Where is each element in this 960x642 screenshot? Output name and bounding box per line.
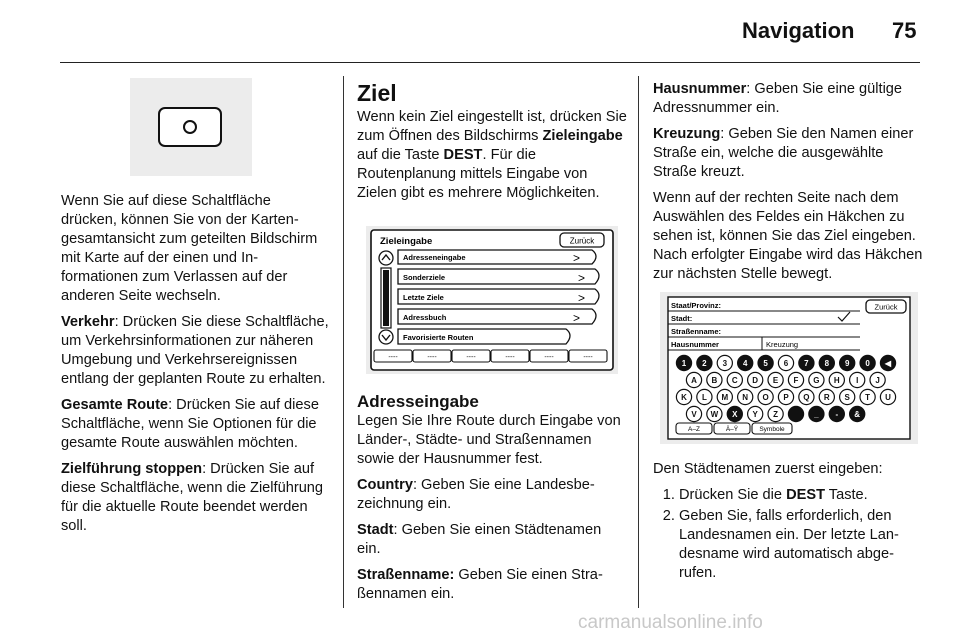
keyboard-key-label: 2 bbox=[702, 359, 707, 368]
keyboard-key-label: L bbox=[701, 393, 707, 402]
verkehr-text: : Drücken Sie diese Schaltfläche, um Verkehrsinformationen zur näheren Umgebung und Verkehrsereignissen entlang der geplanten Route zu erhalten. bbox=[61, 314, 329, 387]
keyboard-key-label: R bbox=[823, 393, 830, 402]
keyboard-key-label: - bbox=[835, 410, 839, 419]
keyboard-key-label: P bbox=[783, 393, 789, 402]
keyboard-key-label: U bbox=[885, 393, 891, 402]
keyboard-key-label: Z bbox=[773, 410, 779, 419]
keyboard-key-label: 6 bbox=[783, 359, 789, 368]
screen1-item-1: Adresseneingabe bbox=[403, 253, 466, 262]
step-2: 2. Geben Sie, falls erforderlich, den Landesnamen ein. Der letzte Landesname wird automatisch abgerufen. bbox=[679, 507, 923, 583]
field-kreuzung: Kreuzung bbox=[766, 340, 799, 349]
keyboard-key-label: & bbox=[854, 410, 861, 419]
column-divider-left bbox=[343, 76, 344, 608]
step-1 bbox=[679, 486, 923, 505]
steps-list bbox=[653, 486, 923, 583]
field-stadt: Stadt: bbox=[671, 314, 693, 323]
keyboard-key-label: H bbox=[833, 376, 840, 385]
keyboard-key-label: 9 bbox=[844, 359, 850, 368]
keyboard-key-label: O bbox=[762, 393, 769, 402]
split-screen-button-icon bbox=[158, 107, 222, 147]
subheading-adresseingabe: Adresseingabe bbox=[357, 392, 479, 411]
text-run: . Für die Routenplanung mittels Eingabe von Zielen gibt es mehrere Möglichkeiten. bbox=[357, 147, 600, 201]
stadt-paragraph bbox=[357, 521, 627, 559]
screen1-bottom-button: ---- bbox=[505, 354, 515, 361]
kreuzung-text: : Geben Sie den Namen einer Straße ein, welche die ausgewählte Straße kreuzt. bbox=[653, 126, 914, 180]
svg-text:>: > bbox=[573, 251, 581, 265]
section-heading-ziel: Ziel bbox=[357, 80, 397, 106]
dest-key-term: DEST bbox=[443, 147, 483, 163]
column-divider-right bbox=[638, 76, 639, 608]
screen1-bottom-button: ---- bbox=[466, 354, 476, 361]
country-text: : Geben Sie eine Landesbezeichnung ein. bbox=[357, 477, 595, 512]
column-1 bbox=[61, 192, 329, 543]
field-staat: Staat/Provinz: bbox=[671, 301, 722, 310]
keyboard-key-label: G bbox=[813, 376, 820, 385]
stadt-term: Stadt bbox=[357, 522, 394, 538]
column-3-lower bbox=[653, 460, 923, 585]
screen1-item-5: Favorisierte Routen bbox=[403, 333, 474, 342]
zielfuehrung-stoppen-paragraph bbox=[61, 460, 329, 536]
strassenname-text: Geben Sie einen Straßennamen ein. bbox=[357, 567, 603, 602]
keyboard-key-label: E bbox=[772, 376, 779, 385]
text-run: Drücken Sie die bbox=[679, 487, 787, 503]
screen1-bottom-button: ---- bbox=[583, 354, 593, 361]
keyboard-key-label: 7 bbox=[804, 359, 809, 368]
keyboard-key-label: Q bbox=[803, 393, 810, 402]
keyboard-key-label: T bbox=[865, 393, 871, 402]
keyboard-key-label: 3 bbox=[722, 359, 728, 368]
text-run: Taste. bbox=[825, 487, 868, 503]
gesamte-route-paragraph bbox=[61, 396, 329, 453]
strassenname-paragraph bbox=[357, 566, 627, 604]
keyboard-key-label: ◀ bbox=[884, 359, 892, 368]
hausnummer-text: : Geben Sie eine gültige Adressnummer ein. bbox=[653, 81, 903, 116]
keyboard-key-label: 8 bbox=[824, 359, 830, 368]
kreuzung-term: Kreuzung bbox=[653, 126, 721, 142]
zielfuehrung-stoppen-text: : Drücken Sie auf diese Schaltfläche, wenn die Zielführung für die aktuelle Route beendet werden soll. bbox=[61, 461, 324, 534]
steps-intro: Den Städtenamen zuerst eingeben: bbox=[653, 461, 883, 477]
gesamte-route-term: Gesamte Route bbox=[61, 397, 169, 413]
keyboard-key-label: 0 bbox=[865, 359, 870, 368]
country-term: Country bbox=[357, 477, 413, 493]
screen1-item-2: Sonderziele bbox=[403, 273, 446, 282]
page-header-title: Navigation bbox=[742, 18, 855, 43]
verkehr-term: Verkehr bbox=[61, 314, 115, 330]
svg-text:>: > bbox=[578, 271, 586, 285]
keyboard-key-label: S bbox=[844, 393, 850, 402]
stadt-text: : Geben Sie einen Städtenamen ein. bbox=[357, 522, 602, 557]
keyboard-key-label: J bbox=[875, 376, 880, 385]
adresseingabe-intro: Legen Sie Ihre Route durch Eingabe von Länder-, Städte- und Straßennamen sowie der Hausnummer fest. bbox=[357, 413, 621, 467]
column-3 bbox=[653, 80, 923, 291]
screen2-back-button: Zurück bbox=[874, 302, 898, 312]
svg-text:>: > bbox=[578, 291, 586, 305]
gesamte-route-text: : Drücken Sie auf diese Schaltfläche, wenn Sie Optionen für die gesamte Route auswählen möchten. bbox=[61, 397, 319, 451]
hausnummer-term: Hausnummer bbox=[653, 81, 747, 97]
zielfuehrung-stoppen-term: Zielführung stoppen bbox=[61, 461, 203, 477]
zieleingabe-term: Zieleingabe bbox=[542, 128, 623, 144]
keyboard-key-label: Y bbox=[752, 410, 758, 419]
keyboard-key-label: 1 bbox=[681, 359, 687, 368]
circle-icon bbox=[183, 120, 197, 134]
tab-a-z: A–Z bbox=[688, 426, 700, 433]
text-run: auf die Taste bbox=[357, 147, 444, 163]
keyboard-key-label: W bbox=[710, 410, 719, 419]
keyboard-key-label: N bbox=[742, 393, 749, 402]
checkmark-paragraph: Wenn auf der rechten Seite nach dem Auswählen des Feldes ein Häkchen zu sehen ist, können Sie das Ziel eingeben. Nach erfolgter Eingabe wird das Häkchen zur nächsten Stelle bewegt. bbox=[653, 190, 923, 282]
svg-text:>: > bbox=[573, 311, 581, 325]
screen1-bottom-button: ---- bbox=[427, 354, 437, 361]
address-keyboard-screen-illustration bbox=[660, 292, 918, 444]
keyboard-key-label: F bbox=[793, 376, 799, 385]
verkehr-paragraph bbox=[61, 313, 329, 389]
keyboard-key-label: X bbox=[732, 410, 738, 419]
tab-umlaut: Ä–Ÿ bbox=[725, 426, 739, 433]
text-run: Wenn kein Ziel eingestellt ist, drücken Sie zum Öffnen des Bildschirms bbox=[357, 109, 627, 144]
keyboard-key-label: A bbox=[691, 376, 697, 385]
screen1-item-4: Adressbuch bbox=[403, 313, 447, 322]
column-2-lower bbox=[357, 392, 627, 611]
keyboard-key-label: 5 bbox=[763, 359, 768, 368]
keyboard-key-label: 4 bbox=[742, 359, 748, 368]
hausnummer-paragraph bbox=[653, 80, 923, 118]
dest-key-term: DEST bbox=[786, 487, 825, 503]
screen1-bottom-button: ---- bbox=[544, 354, 554, 361]
keyboard-key-label: V bbox=[691, 410, 697, 419]
screen1-bottom-button: ---- bbox=[388, 354, 398, 361]
keyboard-key-label: _ bbox=[814, 410, 819, 419]
zieleingabe-screen-illustration bbox=[366, 226, 618, 374]
kreuzung-paragraph bbox=[653, 125, 923, 182]
keyboard-key-label: C bbox=[731, 376, 738, 385]
column-2 bbox=[357, 80, 627, 210]
ziel-intro-paragraph bbox=[357, 108, 627, 203]
header-rule bbox=[60, 62, 920, 63]
tab-symbole: Symbole bbox=[759, 426, 785, 433]
keyboard-key-label: D bbox=[752, 376, 759, 385]
strassenname-term: Straßenname: bbox=[357, 567, 455, 583]
screen1-item-3: Letzte Ziele bbox=[403, 293, 444, 302]
keyboard-key bbox=[788, 406, 803, 421]
field-hausnummer: Hausnummer bbox=[671, 340, 719, 349]
keyboard-key-label: K bbox=[681, 393, 687, 402]
keyboard-key-label: B bbox=[711, 376, 718, 385]
intro-paragraph: Wenn Sie auf diese Schaltfläche drücken, können Sie von der Kartengesamtansicht zum geteilten Bildschirm mit Karte auf der einen und Informationen zum Verlassen auf der anderen Seite wechseln. bbox=[61, 193, 318, 304]
field-strassenname: Straßenname: bbox=[671, 327, 722, 336]
page-number: 75 bbox=[892, 18, 917, 43]
screen1-back-button: Zurück bbox=[569, 236, 595, 246]
keyboard-key-label: I bbox=[856, 376, 859, 385]
keyboard-key-label: M bbox=[721, 393, 729, 402]
screen1-title: Zieleingabe bbox=[380, 236, 433, 247]
country-paragraph bbox=[357, 476, 627, 514]
watermark: carmanualsonline.info bbox=[578, 612, 763, 633]
